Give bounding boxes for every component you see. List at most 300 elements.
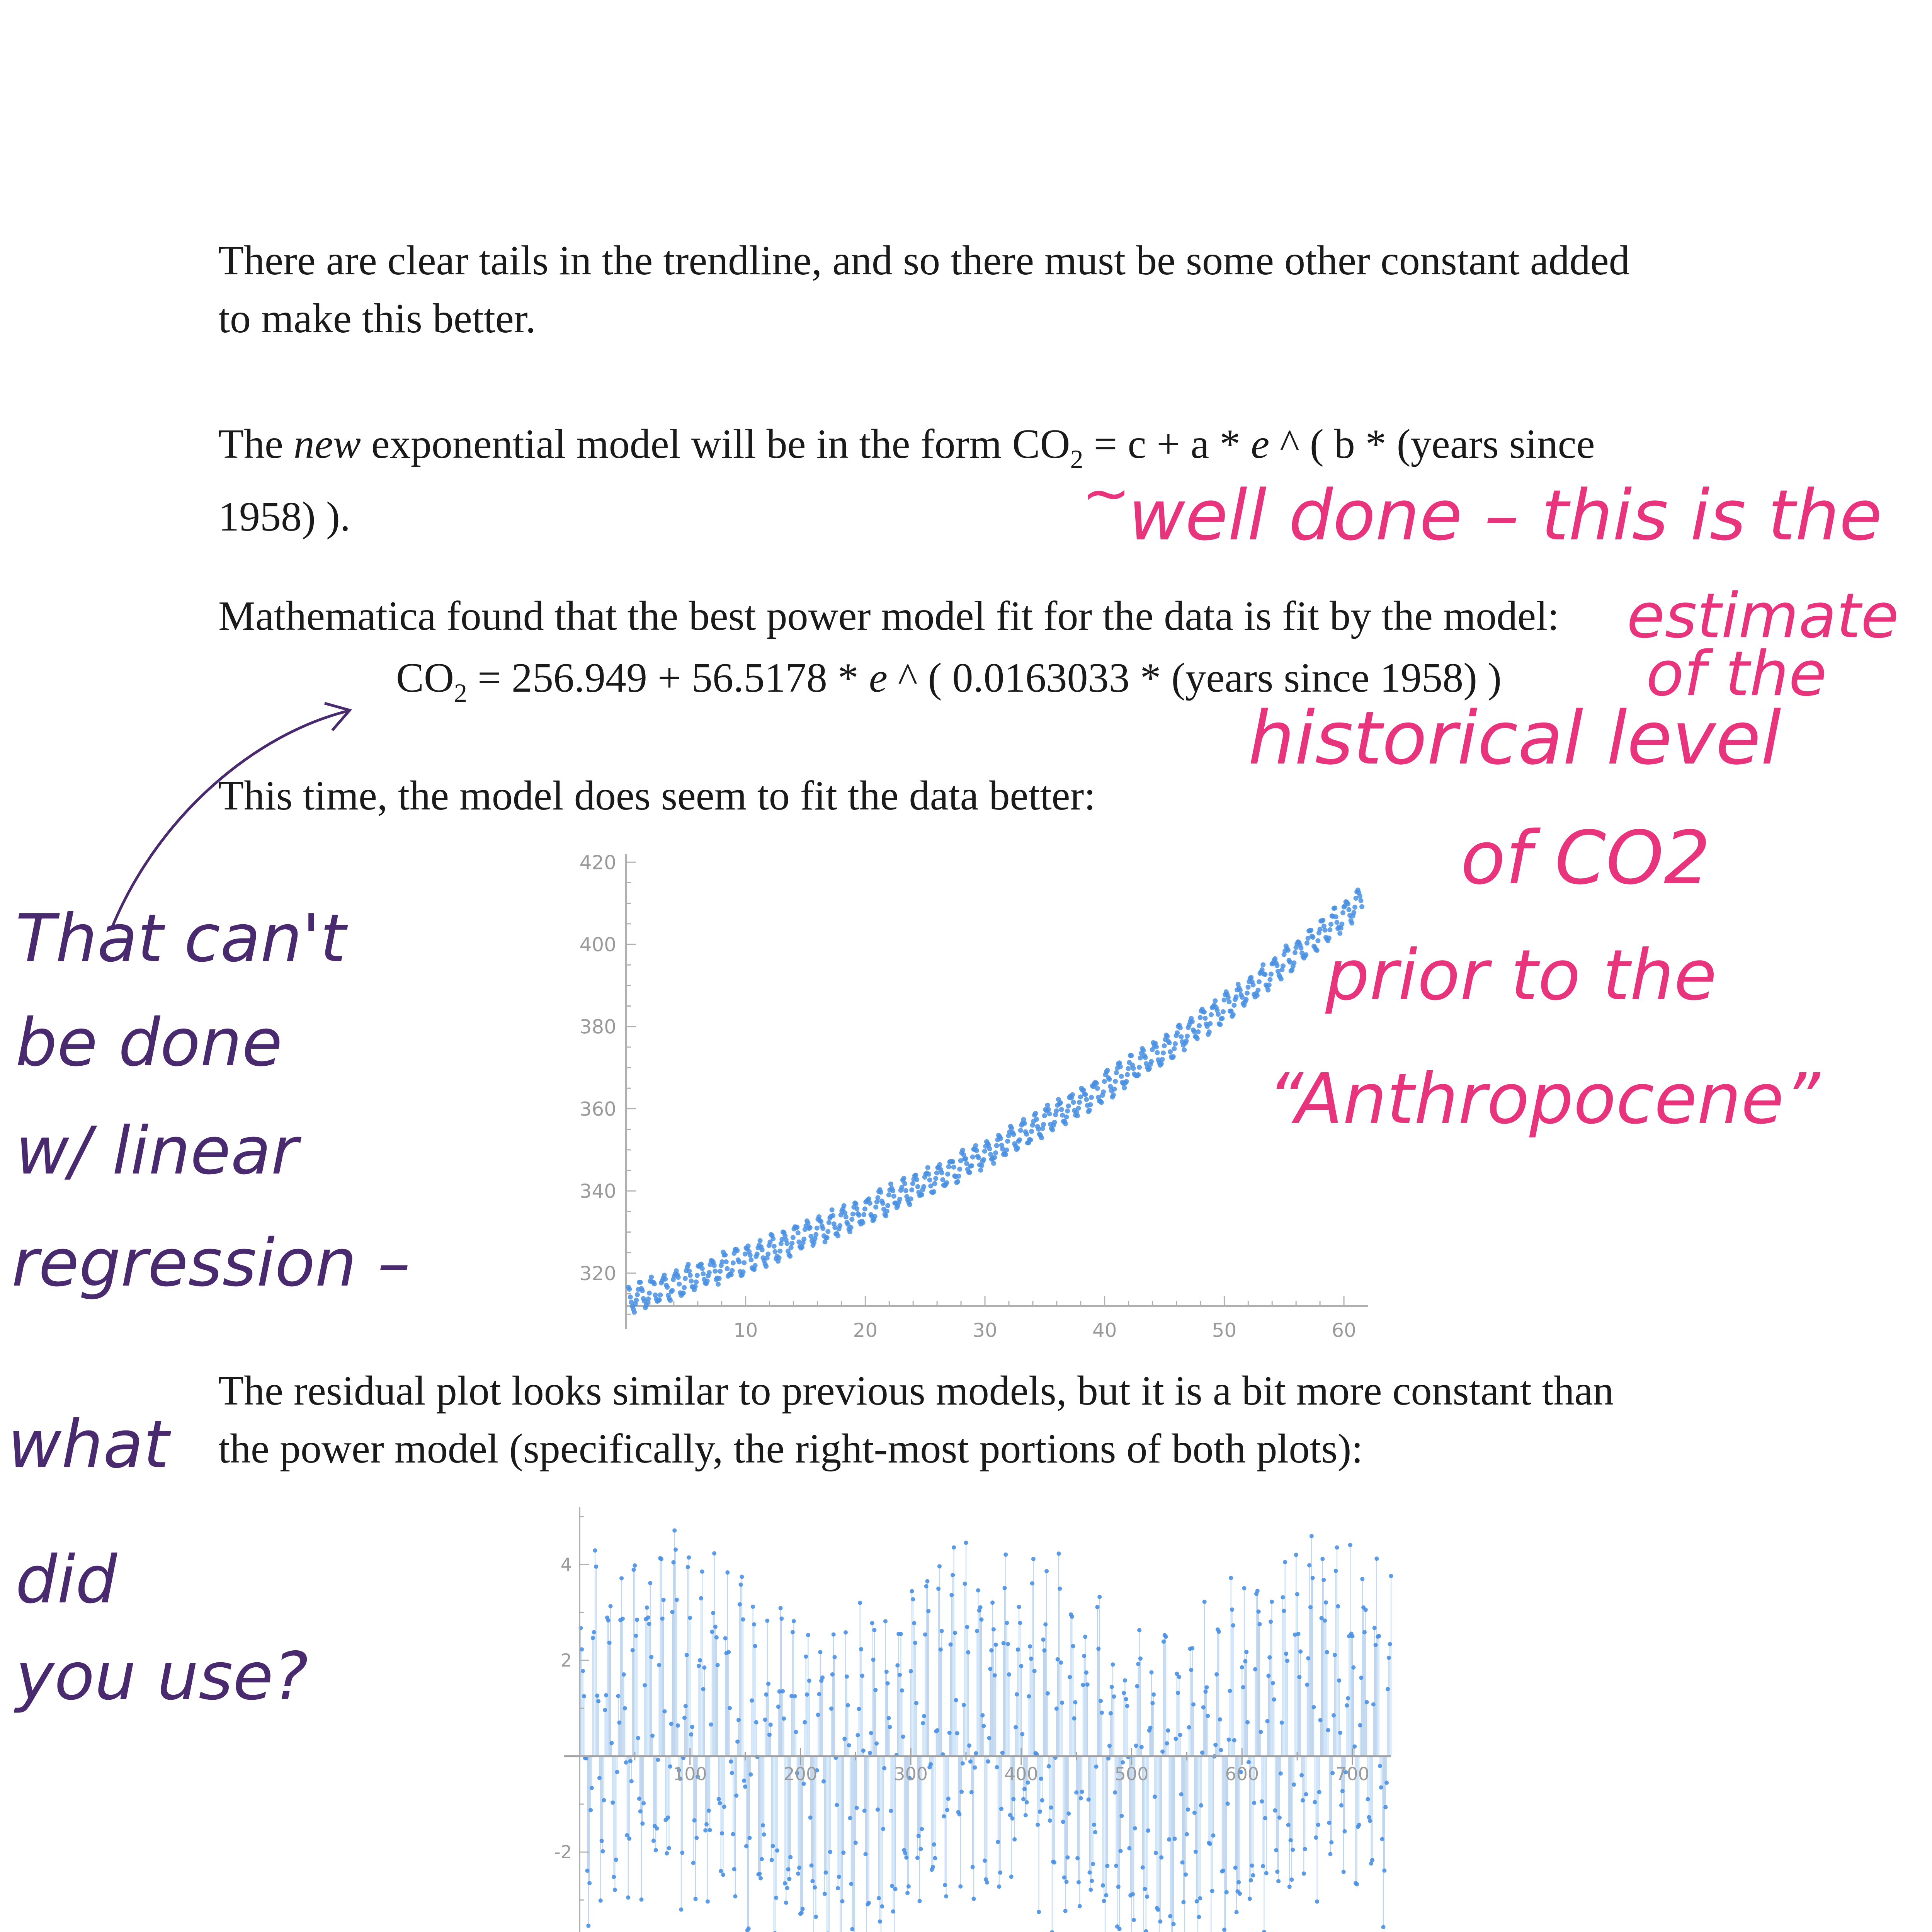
residual-point: [1065, 1855, 1070, 1860]
residual-point: [1104, 1893, 1108, 1897]
residual-point: [714, 1635, 719, 1639]
residual-point: [889, 1809, 893, 1813]
paragraph-residuals-line1: The residual plot looks similar to previous models, but it is a bit more constant than: [218, 1368, 1614, 1414]
data-point: [1111, 1092, 1116, 1097]
residual-point: [1241, 1685, 1245, 1689]
data-point: [1221, 1009, 1226, 1014]
residual-point: [1383, 1805, 1388, 1809]
data-point: [1250, 983, 1255, 988]
residual-point: [1091, 1862, 1095, 1866]
residual-point: [753, 1644, 757, 1648]
data-point: [854, 1206, 859, 1211]
residual-point: [1029, 1656, 1033, 1661]
data-point: [878, 1190, 883, 1195]
residual-point: [651, 1838, 656, 1843]
residual-point: [1351, 1665, 1355, 1670]
residual-point: [1336, 1604, 1340, 1609]
data-point: [1173, 1041, 1178, 1046]
data-point: [1118, 1064, 1123, 1069]
residual-point: [1187, 1725, 1191, 1730]
residual-point: [1085, 1682, 1090, 1687]
data-point: [799, 1245, 804, 1250]
residual-point: [1007, 1672, 1011, 1677]
residual-point: [971, 1865, 975, 1869]
data-point: [1075, 1113, 1080, 1118]
residual-point: [1271, 1681, 1275, 1685]
residual-point: [1346, 1696, 1350, 1701]
data-point: [668, 1298, 673, 1303]
data-point: [890, 1188, 895, 1193]
residual-point: [1339, 1803, 1344, 1808]
data-point: [978, 1168, 983, 1173]
residual-point: [613, 1888, 617, 1892]
data-point: [1070, 1092, 1075, 1097]
y-tick-label: 360: [579, 1098, 616, 1121]
residual-point: [805, 1692, 809, 1697]
data-point: [1267, 982, 1272, 987]
residual-point: [1250, 1864, 1254, 1868]
residual-point: [1387, 1656, 1391, 1660]
residual-point: [750, 1698, 754, 1702]
data-point: [866, 1196, 871, 1201]
residual-point: [1275, 1869, 1279, 1874]
residual-point: [1032, 1669, 1037, 1673]
residual-point: [803, 1720, 807, 1725]
residual-point: [595, 1694, 599, 1698]
data-point: [1352, 905, 1357, 910]
residual-point: [967, 1743, 971, 1748]
residual-point: [700, 1570, 704, 1574]
data-point: [973, 1143, 978, 1148]
residual-point: [961, 1761, 965, 1765]
residual-point: [1243, 1659, 1247, 1663]
residual-point: [952, 1545, 956, 1549]
data-point: [847, 1229, 852, 1234]
residual-point: [665, 1851, 669, 1855]
residual-point: [581, 1669, 585, 1673]
data-point: [730, 1268, 735, 1273]
residual-point: [1328, 1852, 1332, 1856]
data-point: [647, 1291, 652, 1296]
residual-point: [711, 1611, 715, 1615]
data-point: [1003, 1152, 1008, 1157]
residual-point: [1003, 1553, 1008, 1557]
data-point: [1286, 948, 1291, 953]
residual-point: [922, 1714, 926, 1718]
residual-point: [720, 1831, 724, 1835]
residual-point: [1317, 1790, 1321, 1794]
paragraph-residuals-line2: the power model (specifically, the right-most portions of both plots):: [218, 1426, 1363, 1472]
residual-point: [931, 1865, 935, 1869]
residual-point: [708, 1828, 712, 1832]
residual-point: [597, 1776, 602, 1780]
residual-point: [954, 1698, 958, 1702]
data-point: [1202, 1010, 1207, 1015]
residual-point: [836, 1886, 840, 1890]
data-point: [1084, 1097, 1089, 1102]
residual-point: [634, 1634, 638, 1638]
residual-point: [1176, 1691, 1180, 1695]
data-point: [1105, 1068, 1110, 1073]
residual-point: [1287, 1884, 1292, 1889]
data-point: [808, 1225, 813, 1230]
data-point: [784, 1241, 789, 1246]
residual-point: [650, 1733, 655, 1738]
subscript: 2: [1070, 444, 1083, 474]
residual-point: [779, 1606, 783, 1610]
data-point: [1099, 1100, 1104, 1105]
data-point: [676, 1275, 681, 1280]
data-point: [1009, 1126, 1014, 1131]
residual-point: [806, 1633, 810, 1637]
residual-point: [719, 1869, 723, 1873]
residual-point: [874, 1742, 879, 1746]
residual-point: [842, 1736, 847, 1741]
data-point: [1160, 1057, 1165, 1062]
data-point: [818, 1219, 823, 1224]
residual-point: [1036, 1823, 1040, 1827]
data-point: [1358, 898, 1363, 903]
residual-point: [953, 1631, 957, 1635]
residual-point: [1235, 1910, 1239, 1914]
residual-point: [660, 1616, 665, 1621]
residual-point: [1151, 1692, 1156, 1697]
data-point: [1168, 1049, 1173, 1054]
residual-point: [670, 1610, 675, 1614]
residual-point: [1110, 1685, 1114, 1689]
residual-point: [860, 1673, 864, 1678]
data-point: [724, 1266, 730, 1271]
residual-point: [1299, 1773, 1304, 1777]
residual-point: [1093, 1830, 1097, 1834]
residual-point: [1060, 1701, 1064, 1705]
data-point: [998, 1136, 1003, 1141]
residual-point: [1020, 1732, 1024, 1736]
data-point: [1231, 1012, 1236, 1017]
residual-point: [1009, 1874, 1014, 1879]
residual-point: [757, 1872, 762, 1876]
residual-point: [1052, 1860, 1056, 1864]
residual-point: [1327, 1821, 1332, 1825]
residual-point: [1154, 1851, 1158, 1855]
residual-point: [728, 1706, 732, 1710]
data-point: [988, 1152, 993, 1157]
data-point: [1028, 1137, 1033, 1142]
data-point: [1349, 920, 1354, 925]
residual-point: [935, 1728, 939, 1733]
residual-point: [1114, 1864, 1118, 1868]
data-point: [1054, 1108, 1059, 1113]
residual-point: [1226, 1801, 1230, 1806]
data-point: [1167, 1040, 1172, 1045]
data-point: [640, 1288, 645, 1293]
data-point: [901, 1176, 906, 1181]
data-point: [1034, 1117, 1039, 1122]
residual-point: [679, 1907, 683, 1912]
data-point: [1340, 910, 1345, 915]
residual-point: [832, 1632, 836, 1636]
data-point: [1260, 962, 1265, 967]
purple-note-line3: w/ linear: [15, 1113, 298, 1189]
residual-point: [667, 1846, 671, 1850]
data-point: [683, 1276, 688, 1281]
residual-point: [877, 1896, 881, 1900]
paragraph-tails-line1: There are clear tails in the trendline, and so there must be some other constant added: [218, 238, 1630, 284]
data-point: [1303, 952, 1308, 957]
data-point: [1207, 1029, 1212, 1034]
data-point: [1124, 1079, 1129, 1084]
y-tick-label: 2: [560, 1650, 572, 1671]
data-point: [979, 1163, 984, 1168]
residual-point: [911, 1597, 915, 1601]
residual-point: [641, 1801, 646, 1805]
residual-point: [810, 1879, 815, 1883]
data-point: [1327, 927, 1332, 932]
residual-point: [1276, 1879, 1281, 1883]
residual-point: [978, 1605, 983, 1609]
residual-point: [659, 1557, 663, 1561]
residual-point: [944, 1894, 948, 1898]
data-point: [632, 1310, 637, 1315]
residual-point: [1046, 1691, 1050, 1696]
residual-point: [742, 1779, 746, 1783]
residual-point: [957, 1812, 961, 1816]
residual-point: [909, 1669, 913, 1673]
residual-point: [1192, 1811, 1197, 1815]
pink-note-line5: of CO2: [1461, 815, 1711, 901]
data-point: [1185, 1034, 1190, 1039]
data-point: [1178, 1025, 1183, 1030]
data-point: [910, 1181, 915, 1186]
residual-point: [744, 1844, 748, 1848]
residual-point: [1058, 1587, 1062, 1591]
residual-point: [1233, 1866, 1238, 1870]
data-point: [796, 1230, 801, 1235]
residual-point: [799, 1911, 804, 1915]
residual-point: [864, 1852, 868, 1856]
data-point: [1213, 998, 1218, 1003]
y-tick-label: 380: [579, 1015, 616, 1038]
residual-point: [835, 1803, 839, 1807]
data-point: [970, 1155, 975, 1160]
residual-point: [1217, 1629, 1221, 1634]
residual-point: [1074, 1790, 1078, 1794]
residual-point: [1057, 1551, 1061, 1556]
residual-point: [762, 1832, 766, 1837]
residual-point: [972, 1897, 976, 1901]
residual-point: [1252, 1801, 1256, 1805]
residual-point: [932, 1842, 936, 1847]
residual-point: [925, 1579, 930, 1583]
residual-point: [980, 1617, 984, 1622]
residual-point: [1324, 1600, 1328, 1605]
residual-point: [1063, 1909, 1068, 1913]
residual-point: [1338, 1731, 1342, 1735]
residual-point: [1132, 1918, 1136, 1922]
residual-point: [987, 1736, 992, 1740]
residual-point: [1348, 1543, 1352, 1547]
residual-point: [1039, 1777, 1043, 1781]
residual-point: [903, 1851, 907, 1855]
residual-point: [774, 1896, 778, 1900]
residual-point: [804, 1655, 808, 1659]
residual-point: [729, 1759, 733, 1764]
residual-point: [882, 1766, 886, 1770]
residual-point: [731, 1832, 735, 1836]
residual-point: [1179, 1792, 1184, 1796]
residual-point: [663, 1709, 667, 1714]
data-point: [1102, 1079, 1107, 1084]
residual-point: [1262, 1930, 1266, 1932]
residual-point: [725, 1570, 730, 1575]
residual-point: [1117, 1927, 1122, 1931]
data-point: [1018, 1128, 1023, 1133]
residual-point: [1323, 1619, 1327, 1623]
data-point: [951, 1165, 956, 1170]
residual-point: [942, 1814, 946, 1818]
residual-point: [1050, 1930, 1054, 1932]
residual-point: [1111, 1662, 1115, 1667]
data-point: [1165, 1034, 1170, 1039]
residual-point: [631, 1648, 635, 1652]
x-tick-label: 500: [1114, 1764, 1149, 1784]
data-point: [915, 1184, 920, 1189]
y-tick-label: 320: [579, 1262, 616, 1285]
data-point: [657, 1298, 662, 1303]
residual-point: [1236, 1880, 1241, 1884]
data-point: [886, 1192, 891, 1197]
residual-point: [626, 1895, 630, 1900]
residual-point: [859, 1647, 863, 1651]
residual-point: [743, 1784, 747, 1789]
residual-point: [1307, 1563, 1311, 1568]
data-point: [1063, 1121, 1068, 1126]
residual-point: [736, 1718, 741, 1722]
data-point: [830, 1208, 835, 1213]
residual-point: [861, 1748, 866, 1753]
data-point: [835, 1233, 840, 1238]
x-tick-label: 40: [1092, 1319, 1117, 1337]
residual-point: [1019, 1664, 1023, 1668]
residual-point: [1359, 1675, 1363, 1680]
residual-point: [801, 1907, 805, 1911]
paragraph-residuals: [218, 1362, 1614, 1478]
residual-point: [915, 1856, 920, 1860]
data-point: [921, 1184, 926, 1189]
residual-point: [958, 1884, 963, 1889]
residual-point: [1308, 1605, 1313, 1609]
x-tick-label: 700: [1335, 1764, 1369, 1784]
residual-point: [1257, 1609, 1261, 1614]
residual-point: [627, 1837, 631, 1841]
residual-point: [871, 1658, 876, 1662]
data-point: [875, 1195, 880, 1200]
data-point: [1262, 972, 1267, 977]
residual-point: [673, 1548, 678, 1552]
residual-point: [1044, 1569, 1049, 1573]
residual-point: [1027, 1694, 1031, 1699]
data-point: [649, 1275, 654, 1280]
residual-point: [837, 1875, 841, 1879]
residual-point: [716, 1663, 720, 1667]
residual-point: [1145, 1895, 1149, 1899]
purple-note-line2: be done: [15, 1005, 282, 1081]
residual-point: [1150, 1701, 1155, 1705]
residual-point: [1225, 1890, 1229, 1895]
residual-point: [751, 1605, 755, 1609]
residual-point: [1156, 1908, 1160, 1912]
residual-point: [1334, 1569, 1338, 1573]
data-point: [1094, 1081, 1099, 1086]
residual-point: [1072, 1716, 1077, 1721]
residual-point: [1131, 1892, 1135, 1896]
residual-point: [1189, 1668, 1193, 1672]
data-point: [1059, 1107, 1064, 1112]
residual-point: [1295, 1592, 1299, 1596]
residual-point: [1372, 1626, 1377, 1630]
residual-point: [975, 1629, 979, 1633]
data-point: [1011, 1132, 1016, 1137]
purple-note-line1: That can't: [15, 900, 346, 977]
data-point: [736, 1259, 742, 1264]
residual-point: [872, 1628, 876, 1632]
residual-point: [624, 1760, 628, 1765]
residual-point: [1078, 1904, 1082, 1908]
residual-point: [646, 1616, 650, 1620]
residual-point: [1368, 1819, 1372, 1823]
residual-point: [1190, 1646, 1194, 1650]
residual-point: [1364, 1608, 1368, 1612]
pink-note-line2: estimate: [1627, 580, 1899, 652]
data-point: [934, 1170, 939, 1175]
residual-point: [923, 1633, 927, 1637]
y-tick-label: 4: [560, 1554, 572, 1575]
residual-point: [761, 1823, 765, 1828]
residual-point: [616, 1694, 621, 1698]
residual-point: [1162, 1639, 1166, 1644]
residual-point: [1124, 1697, 1128, 1701]
residual-point: [722, 1804, 726, 1809]
residual-point: [906, 1884, 911, 1889]
residual-point: [1248, 1896, 1252, 1901]
residual-point: [676, 1723, 680, 1728]
residual-point: [1173, 1737, 1178, 1741]
data-point: [963, 1156, 968, 1161]
residual-point: [1281, 1595, 1285, 1599]
data-point: [914, 1177, 919, 1182]
residual-point: [585, 1869, 590, 1873]
residual-point: [629, 1779, 634, 1783]
residual-point: [936, 1587, 940, 1591]
residual-point: [870, 1621, 874, 1625]
residual-point: [656, 1758, 660, 1762]
data-point: [789, 1241, 794, 1246]
residual-point: [1003, 1586, 1007, 1590]
residual-point: [1302, 1871, 1306, 1876]
data-point: [1203, 1016, 1208, 1021]
residual-point: [1303, 1847, 1307, 1851]
residual-point: [1374, 1643, 1378, 1647]
residual-point: [1146, 1828, 1150, 1833]
residual-point: [1042, 1648, 1046, 1653]
residual-point: [946, 1797, 951, 1801]
data-point: [735, 1248, 740, 1253]
data-point: [960, 1148, 965, 1153]
residual-point: [1021, 1797, 1026, 1801]
residual-point: [606, 1618, 611, 1622]
residual-point: [611, 1801, 615, 1805]
data-point: [755, 1252, 760, 1257]
